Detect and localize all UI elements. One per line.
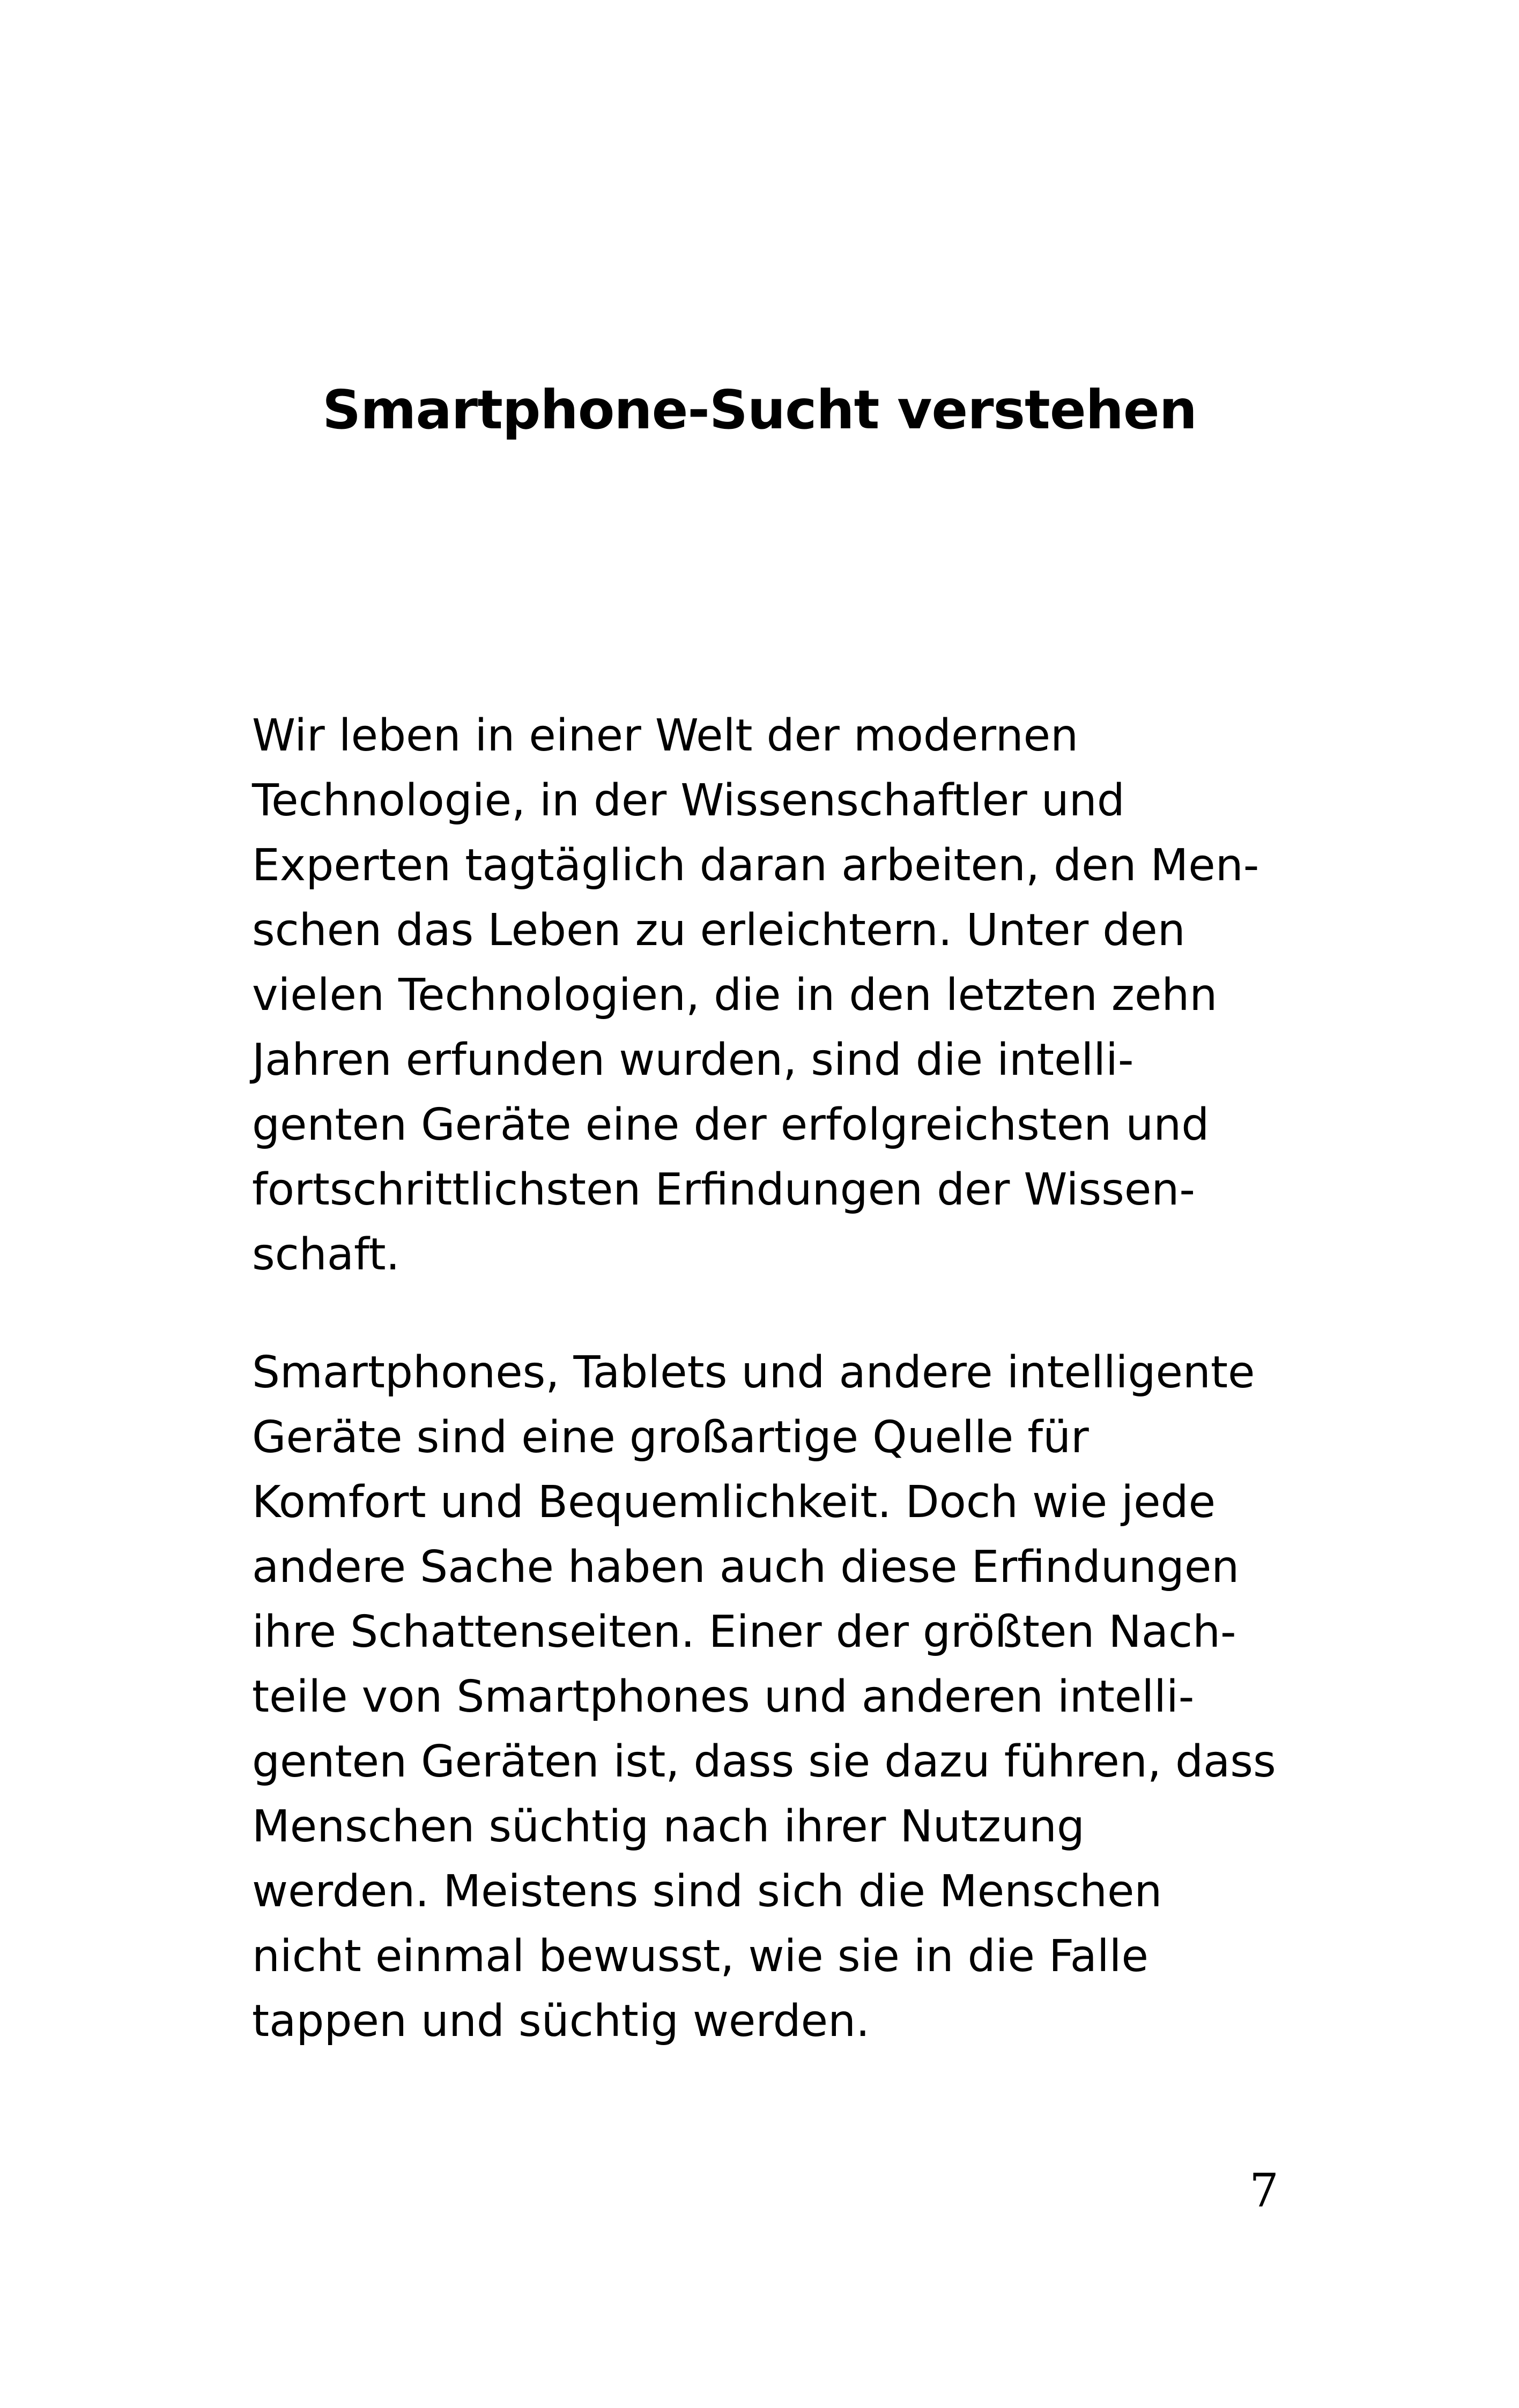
paragraph-line: schen das Leben zu erleichtern. Unter den: [252, 905, 1185, 956]
paragraph-line: Technologie, in der Wissenschaftler und: [252, 775, 1125, 826]
paragraph-line: fortschrittlichsten Erfindungen der Wissen-: [252, 1164, 1195, 1215]
paragraph-line: tappen und süchtig werden.: [252, 1996, 870, 2047]
paragraph-line: schaft.: [252, 1229, 400, 1280]
paragraph-line: ihre Schattenseiten. Einer der größten Nach-: [252, 1607, 1236, 1658]
paragraph-line: werden. Meistens sind sich die Menschen: [252, 1866, 1162, 1917]
paragraph-2: [252, 1340, 1276, 2054]
paragraph-line: nicht einmal bewusst, wie sie in die Falle: [252, 1931, 1148, 1982]
paragraph-1: [252, 703, 1260, 1287]
paragraph-line: Smartphones, Tablets und andere intelligente: [252, 1347, 1255, 1398]
paragraph-line: vielen Technologien, die in den letzten zehn: [252, 970, 1218, 1021]
chapter-title: Smartphone-Sucht verstehen: [322, 378, 1197, 441]
paragraph-line: genten Geräte eine der erfolgreichsten und: [252, 1099, 1210, 1150]
paragraph-line: Menschen süchtig nach ihrer Nutzung: [252, 1801, 1085, 1852]
page-number: 7: [1249, 2164, 1279, 2218]
paragraph-line: Experten tagtäglich daran arbeiten, den Men-: [252, 840, 1259, 891]
paragraph-line: Wir leben in einer Welt der modernen: [252, 710, 1079, 761]
paragraph-line: Jahren erfunden wurden, sind die intelli-: [252, 1035, 1134, 1086]
paragraph-line: teile von Smartphones und anderen intelli-: [252, 1671, 1195, 1722]
paragraph-line: Geräte sind eine großartige Quelle für: [252, 1412, 1089, 1463]
paragraph-line: genten Geräten ist, dass sie dazu führen, dass: [252, 1736, 1276, 1787]
paragraph-line: andere Sache haben auch diese Erfindungen: [252, 1542, 1240, 1593]
paragraph-line: Komfort und Bequemlichkeit. Doch wie jede: [252, 1477, 1216, 1528]
